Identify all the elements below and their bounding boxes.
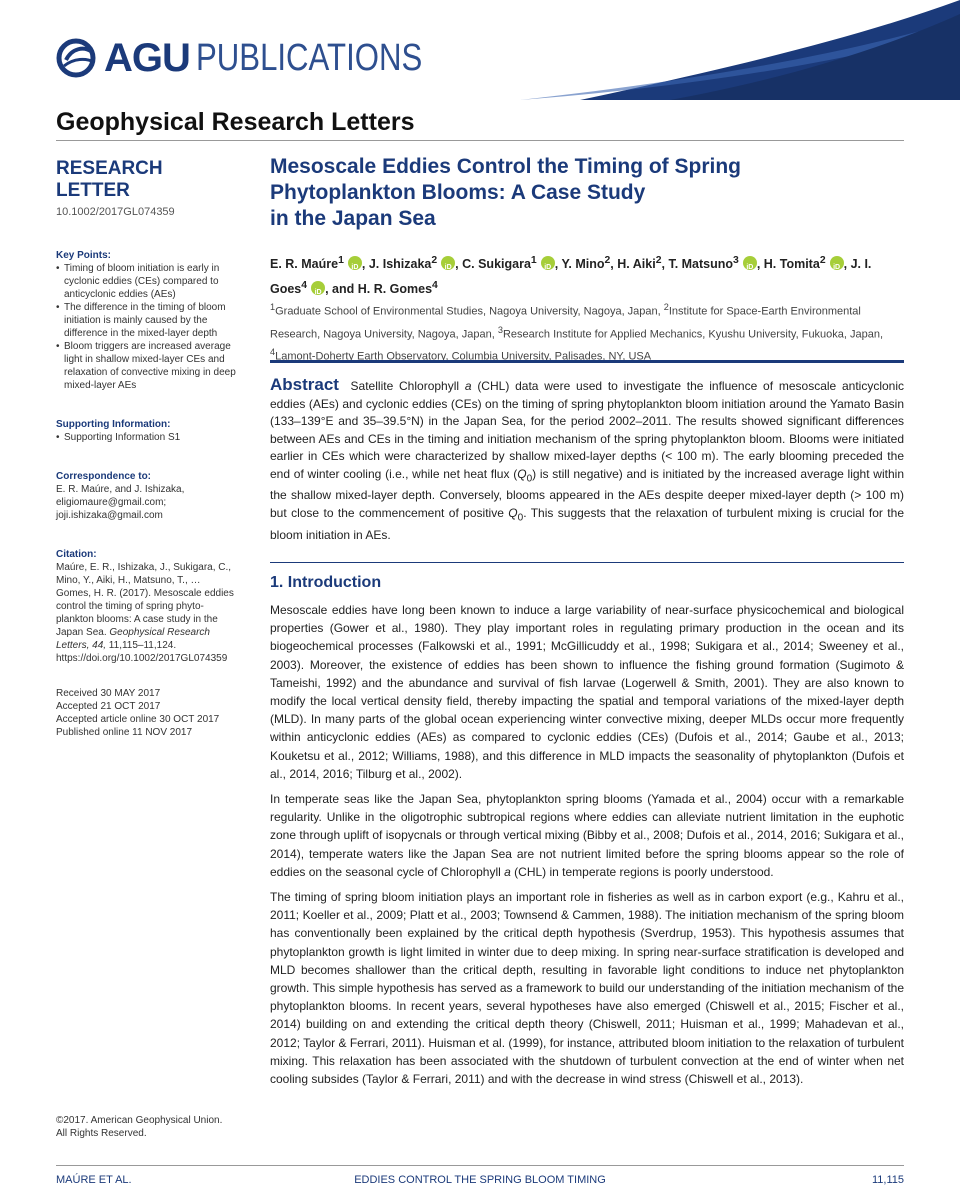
abstract-label: Abstract [270,375,339,394]
author-separator: , [361,257,369,272]
footer-authors: MAÚRE ET AL. [56,1174,132,1186]
abstract-block [270,376,904,544]
date-accepted-online: Accepted article online 30 OCT 2017 [56,714,220,725]
orcid-icon[interactable] [743,256,757,270]
citation-pre: Maúre, E. R., Ishizaka, J., Sukigara, C., Mino, Y., Aiki, H., Matsuno, T., … Gomes, H. R. (2017). Mesoscale eddies control the timing of spring phyto-plankton blooms: A case study in the Japan Sea. [56,562,234,638]
agu-publications-logo [56,36,472,80]
affiliation-text: Graduate School of Environmental Studies, Nagoya University, Nagoya, Japan, [275,305,664,318]
introduction-body [270,601,904,1095]
orcid-icon[interactable] [830,256,844,270]
copyright-line-1: ©2017. American Geophysical Union. [56,1115,223,1126]
author-affiliation-sup: 2 [604,255,611,266]
affiliation-sup: 2 [663,302,669,312]
journal-title: Geophysical Research Letters [56,108,415,136]
author-affiliation-sup: 1 [338,255,344,266]
supporting-info-heading: Supporting Information: [56,419,171,430]
title-line-2: Phytoplankton Blooms: A Case Study [270,181,646,204]
author-separator: , [455,257,463,272]
article-title [270,154,870,232]
orcid-icon[interactable] [311,281,325,295]
body-paragraph: Mesoscale eddies have long been known to induce a large variability of near-surface physicochemical and biological properties (Gower et al., 1980). They play important roles in regulating primary production in the ocean and its biogeochemical processes (Falkowski et al., 1991; McGillicuddy et al., 1998; Sukigara et al., 2014; Sweeney et al., 2003). Moreover, the existence of eddies has been shown to influence the fishing ground formation (Sugimoto & Tameishi, 1992) and the abundance and survival of fish larvae (Logerwell & Smith, 2001). They are also known to modify the local vertical density field, thereby impacting the spatial and temporal variations of the mixed-layer depth (MLD). In many parts of the global ocean experiencing winter convective mixing, deeper MLDs occur more frequently within anticyclonic eddies (AEs) as compared to cyclonic eddies (CEs) (Dufois et al., 2014; Gaube et al., 2013; Kouketsu et al., 2012; Williams, 1988), and this difference in MLD impacts the seasonality of phytoplankton (Dufois et al., 2014, 2016; Tilburg et al., 2002). [270,603,904,781]
introduction-heading: 1. Introduction [270,574,382,591]
copyright-notice [56,1114,246,1140]
author-name: H. Aiki [617,257,656,272]
affiliation-sup: 3 [497,324,503,335]
author-name: H. R. Gomes [357,282,433,297]
left-sidebar [56,158,236,739]
author-name: J. I. Goes [270,257,872,297]
date-accepted: Accepted 21 OCT 2017 [56,701,161,712]
correspondence-names: E. R. Maúre, and J. Ishizaka, [56,484,185,495]
author-affiliation-sup: 3 [733,255,739,266]
affiliation-sup: 1 [270,302,276,312]
citation-heading: Citation: [56,549,97,560]
key-point-item: • The difference in the timing of bloom initiation is mainly caused by the difference in the mixed-layer depth [56,302,226,339]
author-affiliation-sup: 2 [431,255,438,266]
footer-page-number: 11,115 [871,1174,904,1186]
title-line-1: Mesoscale Eddies Control the Timing of Spring [270,155,742,178]
abstract-text: Satellite Chlorophyll a (CHL) data were used to investigate the influence of mesoscale anticyclonic eddies (AEs) and cyclonic eddies (CEs) on the timing of spring phytoplankton bloom initiation around the Yamato Basin (133–139°E and 35–39.5°N) in the Japan Sea, for the period 2002–2011. The results showed significant differences between AEs and CEs in the timing and initiation mechanism of the spring phytoplankton bloom. Blooms were initiated earlier in CEs which were characterized by shallow mixed-layer depths (< 100 m). The early blooming preceded the end of winter cooling (i.e., while net heat flux $(Q_0)$ is still negative) and is initiated by the increased average light within the shallow mixed-layer depth. Conversely, blooms appeared in the AEs despite deeper mixed-layer depth (> 100 m) but close to the commencement of positive $Q_0$. This suggests that the relaxation of turbulent mixing is crucial for the bloom initiation in AEs. [270,379,905,542]
agu-globe-icon [56,38,100,78]
author-affiliation-sup: 2 [655,255,662,266]
supporting-info-item[interactable]: • Supporting Information S1 [56,432,181,443]
author-separator: , [554,257,562,272]
correspondence-email-2[interactable]: joji.ishizaka@gmail.com [56,510,163,521]
author-name: E. R. Maúre [270,257,339,272]
author-affiliation-sup: 4 [301,280,308,292]
author-separator: , [610,257,618,272]
orcid-icon[interactable] [441,256,455,270]
publication-dates [56,687,236,739]
abstract-top-rule [270,360,904,363]
author-affiliation-sup: 2 [819,255,826,266]
title-line-3: in the Japan Sea [270,207,436,230]
citation-post[interactable]: 11,115–11,124. https://doi.org/10.1002/2017GL074359 [56,640,228,664]
author-separator: , [661,257,669,272]
orcid-icon[interactable] [348,256,362,270]
author-separator: , [756,257,764,272]
abstract-bottom-rule [270,562,904,563]
correspondence-email-1[interactable]: eligiomaure@gmail.com; [56,497,167,508]
footer-divider [56,1165,904,1166]
author-affiliation-sup: 4 [432,280,438,292]
author-list [270,250,910,300]
key-point-item: • Bloom triggers are increased average light in shallow mixed-layer CEs and relaxation of convective mixing in deep mixed-layer AEs [56,341,236,391]
author-name: H. Tomita [763,257,820,272]
body-paragraph: The timing of spring bloom initiation plays an important role in fisheries as well as in carbon export (e.g., Kahru et al., 2011; Koeller et al., 2009; Platt et al., 2003; Townsend & Cammen, 1988). The initiation mechanism of the spring bloom has conventionally been explained by the critical depth hypothesis (Sverdrup, 1953). This hypothesis assumes that phytoplankton growth is light limited in winter due to deep mixing. In spring near-surface stratification is developed and MLD becomes shallower than the critical depth, resulting in favorable light conditions to induce net phytoplankton growth. This simple hypothesis has served as a framework to build our understanding of the initiation mechanism of the phytoplankton blooms. In recent years, several hypotheses have also emerged (Chiswell et al., 2015; Fischer et al., 2014) building on and extending the critical depth theory (Chiswell, 2011; Huisman et al., 1999; Mahadevan et al., 2012; Taylor & Ferrari, 2011). Huisman et al. (1999), for instance, attributed bloom initiation to the relaxation of turbulent mixing. This relaxation has been associated with the shutdown of turbulent convection at the end of winter when net cooling subsides (Taylor & Ferrari, 2011) and with the decrease in wind stress (Chiswell et al., 2013). [270,890,904,1087]
author-separator: , and [325,282,358,297]
orcid-icon[interactable] [541,256,555,270]
citation-text [56,561,236,665]
body-paragraph: In temperate seas like the Japan Sea, phytoplankton spring blooms (Yamada et al., 2004) occur with a remarkable regularity. Unlike in the oligotrophic subtropical regions where eddies can alleviate nutrient limitation in the euphotic zone through uplift of isopycnals or through vertical mixing (Bibby et al., 2008; Dufois et al., 2014, 2016; Sukigara et al., 2014), temperate waters like the Japan Sea are not nutrient limited before the spring blooms appear so the role of eddies on the seasonal cycle of Chlorophyll a (CHL) in temperate regions is poorly understood. [270,792,904,879]
footer-running-title: EDDIES CONTROL THE SPRING BLOOM TIMING [354,1174,606,1186]
key-points-list [56,262,236,392]
correspondence-heading: Correspondence to: [56,471,152,482]
affiliation-text: Institute for Space-Earth Environmental Research, Nagoya University, Nagoya, Japan, [270,305,861,341]
header-swoosh-graphic [520,0,960,100]
affiliations [270,298,910,366]
date-published: Published online 11 NOV 2017 [56,727,193,738]
affiliation-text: Research Institute for Applied Mechanics, Kyushu University, Fukuoka, Japan, [502,328,884,341]
key-points-heading: Key Points: [56,250,112,261]
logo-agu-text: AGU [104,35,190,80]
author-name: C. Sukigara [462,257,531,272]
header-divider [56,140,904,141]
affiliation-sup: 4 [270,347,276,358]
author-name: T. Matsuno [668,257,734,272]
key-point-item: • Timing of bloom initiation is early in cyclonic eddies (CEs) compared to anticyclonic eddies (AEs) [56,263,220,300]
author-name: Y. Mino [561,257,605,272]
date-received: Received 30 MAY 2017 [56,688,161,699]
citation-journal: Geophysical Research Letters, 44, [56,627,210,651]
logo-publications-text: PUBLICATIONS [195,36,423,79]
copyright-line-2: All Rights Reserved. [56,1128,147,1139]
affiliation-text: Lamont-Doherty Earth Observatory, Columbia University, Palisades, NY, USA [275,350,652,363]
author-name: J. Ishizaka [368,257,432,272]
author-separator: , [843,257,851,272]
article-type: RESEARCH LETTER [56,158,163,201]
author-affiliation-sup: 1 [530,255,537,266]
article-doi: 10.1002/2017GL074359 [56,206,175,218]
